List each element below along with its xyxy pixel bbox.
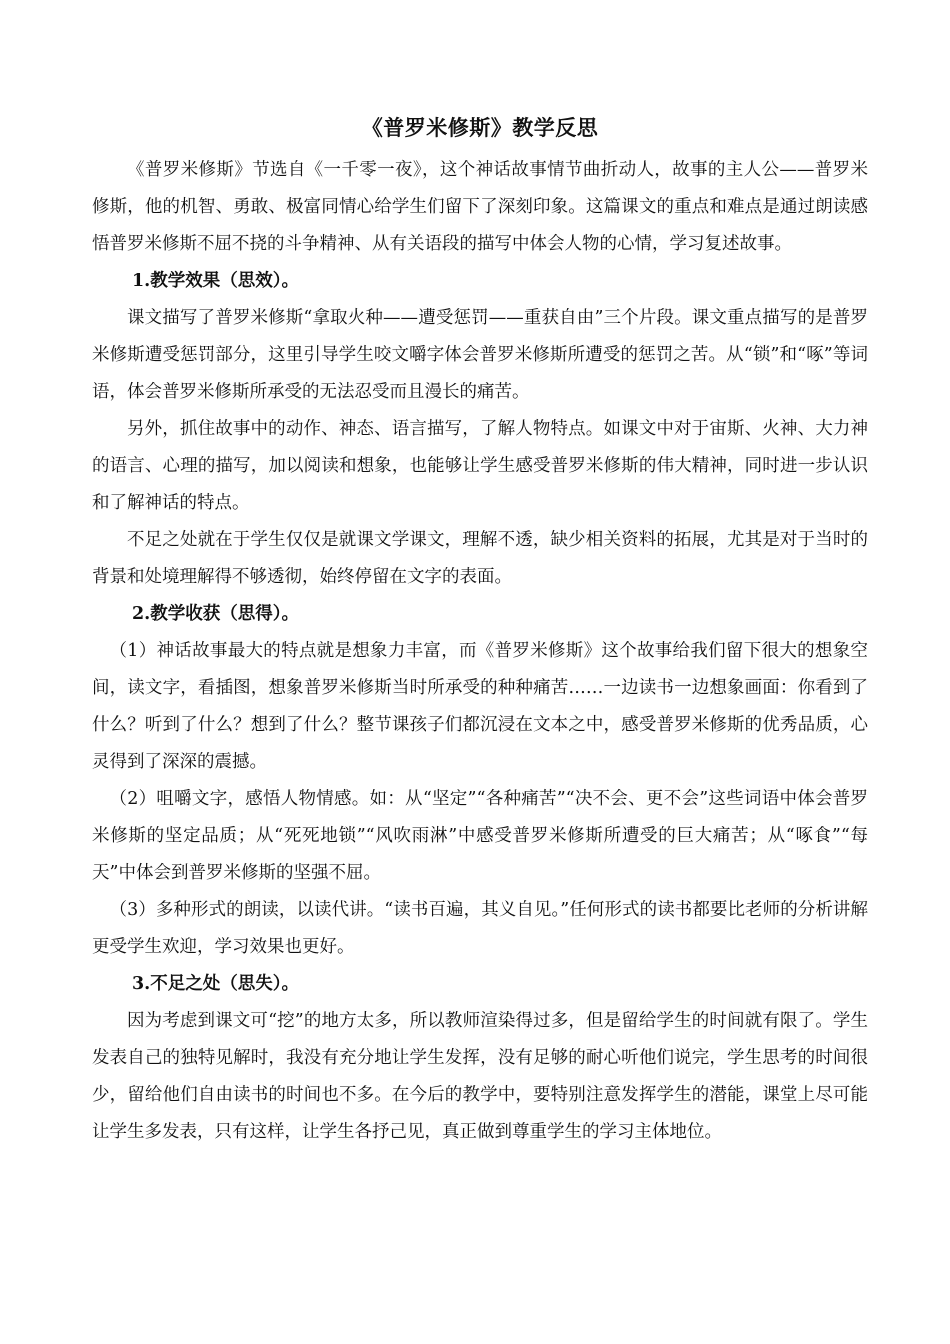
section-2-paragraph-1: （1）神话故事最大的特点就是想象力丰富，而《普罗米修斯》这个故事给我们留下很大的想象空间，读文字，看插图，想象普罗米修斯当时所承受的种种痛苦……一边读书一边想象画面：你看到了什么？听到了什么？想到了什么？整节课孩子们都沉浸在文本之中，感受普罗米修斯的优秀品质，心灵得到了深深的震撼。: [92, 641, 868, 772]
section-1-paragraph-3: 不足之处就在于学生仅仅是就课文学课文，理解不透，缺少相关资料的拓展，尤其是对于当时的背景和处境理解得不够透彻，始终停留在文字的表面。: [92, 530, 868, 587]
section-1-paragraph-1: 课文描写了普罗米修斯“拿取火种——遭受惩罚——重获自由”三个片段。课文重点描写的是普罗米修斯遭受惩罚部分，这里引导学生咬文嚼字体会普罗米修斯所遭受的惩罚之苦。从“锁”和“啄”等词语，体会普罗米修斯所承受的无法忍受而且漫长的痛苦。: [92, 308, 868, 402]
section-1-paragraph-2: 另外，抓住故事中的动作、神态、语言描写，了解人物特点。如课文中对于宙斯、火神、大力神的语言、心理的描写，加以阅读和想象，也能够让学生感受普罗米修斯的伟大精神，同时进一步认识和了解神话的特点。: [92, 419, 868, 513]
section-2-paragraph-3: （3）多种形式的朗读，以读代讲。“读书百遍，其义自见。”任何形式的读书都要比老师的分析讲解更受学生欢迎，学习效果也更好。: [92, 900, 868, 957]
section-2-paragraph-2: （2）咀嚼文字，感悟人物情感。如：从“坚定”“各种痛苦”“决不会、更不会”这些词语中体会普罗米修斯的坚定品质；从“死死地锁”“风吹雨淋”中感受普罗米修斯所遭受的巨大痛苦；从“啄食”“每天”中体会到普罗米修斯的坚强不屈。: [92, 789, 868, 883]
section-2-heading: 2.教学收获（思得）。: [132, 604, 300, 624]
document-page: [92, 108, 868, 1151]
section-3-paragraph-1: 因为考虑到课文可“挖”的地方太多，所以教师渲染得过多，但是留给学生的时间就有限了。学生发表自己的独特见解时，我没有充分地让学生发挥，没有足够的耐心听他们说完，学生思考的时间很少，留给他们自由读书的时间也不多。在今后的教学中，要特别注意发挥学生的潜能，课堂上尽可能让学生多发表，只有这样，让学生各抒己见，真正做到尊重学生的学习主体地位。: [92, 1011, 868, 1142]
section-3-heading: 3.不足之处（思失）。: [132, 974, 300, 994]
intro-paragraph: 《普罗米修斯》节选自《一千零一夜》，这个神话故事情节曲折动人，故事的主人公——普罗米修斯，他的机智、勇敢、极富同情心给学生们留下了深刻印象。这篇课文的重点和难点是通过朗读感悟普罗米修斯不屈不挠的斗争精神、从有关语段的描写中体会人物的心情，学习复述故事。: [92, 160, 868, 254]
section-1-heading: 1.教学效果（思效）。: [132, 271, 300, 291]
document-title: 《普罗米修斯》教学反思: [361, 115, 599, 140]
